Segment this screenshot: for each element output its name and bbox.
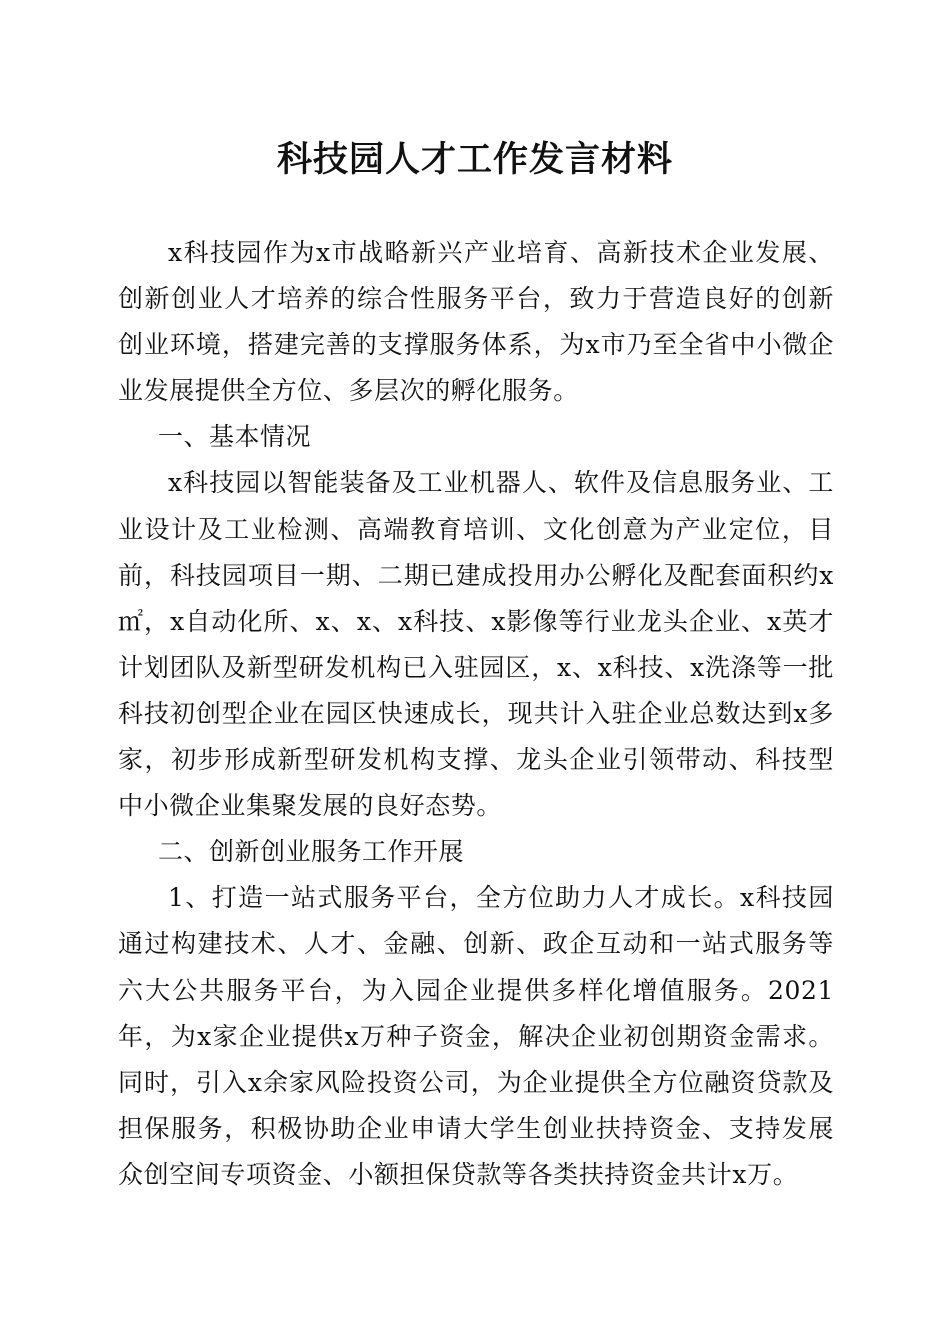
document-body <box>118 230 834 1198</box>
section-heading-basic-situation: 一、基本情况 <box>158 422 312 452</box>
innovation-services-paragraph: 1、打造一站式服务平台，全方位助力人才成长。x科技园通过构建技术、人才、金融、创新、政企互动和一站式服务等六大公共服务平台，为入园企业提供多样化增值服务。2021年，为x家企业提供x万种子资金，解决企业初创期资金需求。同时，引入x余家风险投资公司，为企业提供全方位融资贷款及担保服务，积极协助企业申请大学生创业扶持资金、支持发展众创空间专项资金、小额担保贷款等各类扶持资金共计x万。 <box>118 883 834 1189</box>
basic-situation-paragraph: x科技园以智能装备及工业机器人、软件及信息服务业、工业设计及工业检测、高端教育培训、文化创意为产业定位，目前，科技园项目一期、二期已建成投用办公孵化及配套面积约x㎡，x自动化所、x、x、x科技、x影像等行业龙头企业、x英才计划团队及新型研发机构已入驻园区，x、x科技、x洗涤等一批科技初创型企业在园区快速成长，现共计入驻企业总数达到x多家，初步形成新型研发机构支撑、龙头企业引领带动、科技型中小微企业集聚发展的良好态势。 <box>118 468 834 821</box>
intro-paragraph: x科技园作为x市战略新兴产业培育、高新技术企业发展、创新创业人才培养的综合性服务平台，致力于营造良好的创新创业环境，搭建完善的支撑服务体系，为x市乃至全省中小微企业发展提供全方位、多层次的孵化服务。 <box>118 238 834 406</box>
section-heading-innovation-services: 二、创新创业服务工作开展 <box>158 837 465 867</box>
document-title: 科技园人才工作发言材料 <box>276 139 673 180</box>
